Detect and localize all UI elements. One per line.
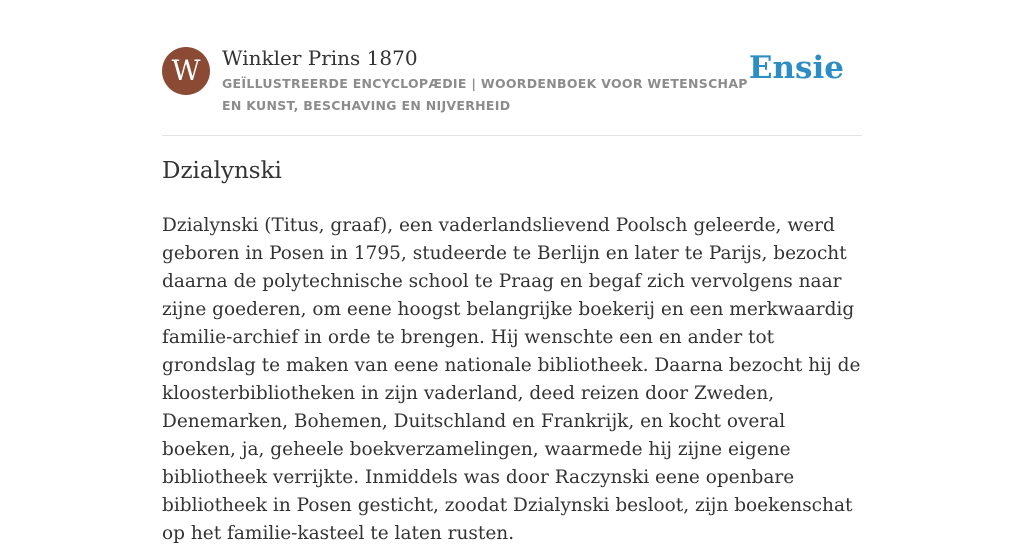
source-header — [162, 44, 862, 124]
source-subtitle: GEÏLLUSTREERDE ENCYCLOPÆDIE | WOORDENBOEK VOOR WETENSCHAP EN KUNST, BESCHAVING EN NIJVERHEID — [222, 76, 748, 113]
entry-body: Dzialynski (Titus, graaf), een vaderlandslievend Poolsch geleerde, werd geboren in Posen in 1795, studeerde te Berlijn en later te Parijs, bezocht daarna de polytechnische school te Praag en begaf zich vervolgens naar zijne goederen, om eene hoogst belangrijke boekerij en een merkwaardig familie-archief in orde te brengen. Hij wenschte een en ander tot grondslag te maken van eene nationale bibliotheek. Daarna bezocht hij de kloosterbibliotheken in zijn vaderland, deed reizen door Zweden, Denemarken, Bohemen, Duitschland en Frankrijk, en kocht overal boeken, ja, geheele boekverzamelingen, waarmede hij zijne eigene bibliotheek verrijkte. Inmiddels was door Raczynski eene openbare bibliotheek in Posen gesticht, zoodat Dzialynski besloot, zijn boekenschat op het familie-kasteel te laten rusten. — [162, 215, 861, 544]
ensie-logo-link[interactable]: Ensie — [748, 50, 844, 86]
header-divider — [162, 135, 862, 136]
source-title[interactable]: Winkler Prins 1870 — [222, 46, 418, 70]
source-avatar[interactable]: W — [162, 47, 210, 95]
entry-title: Dzialynski — [162, 158, 282, 184]
